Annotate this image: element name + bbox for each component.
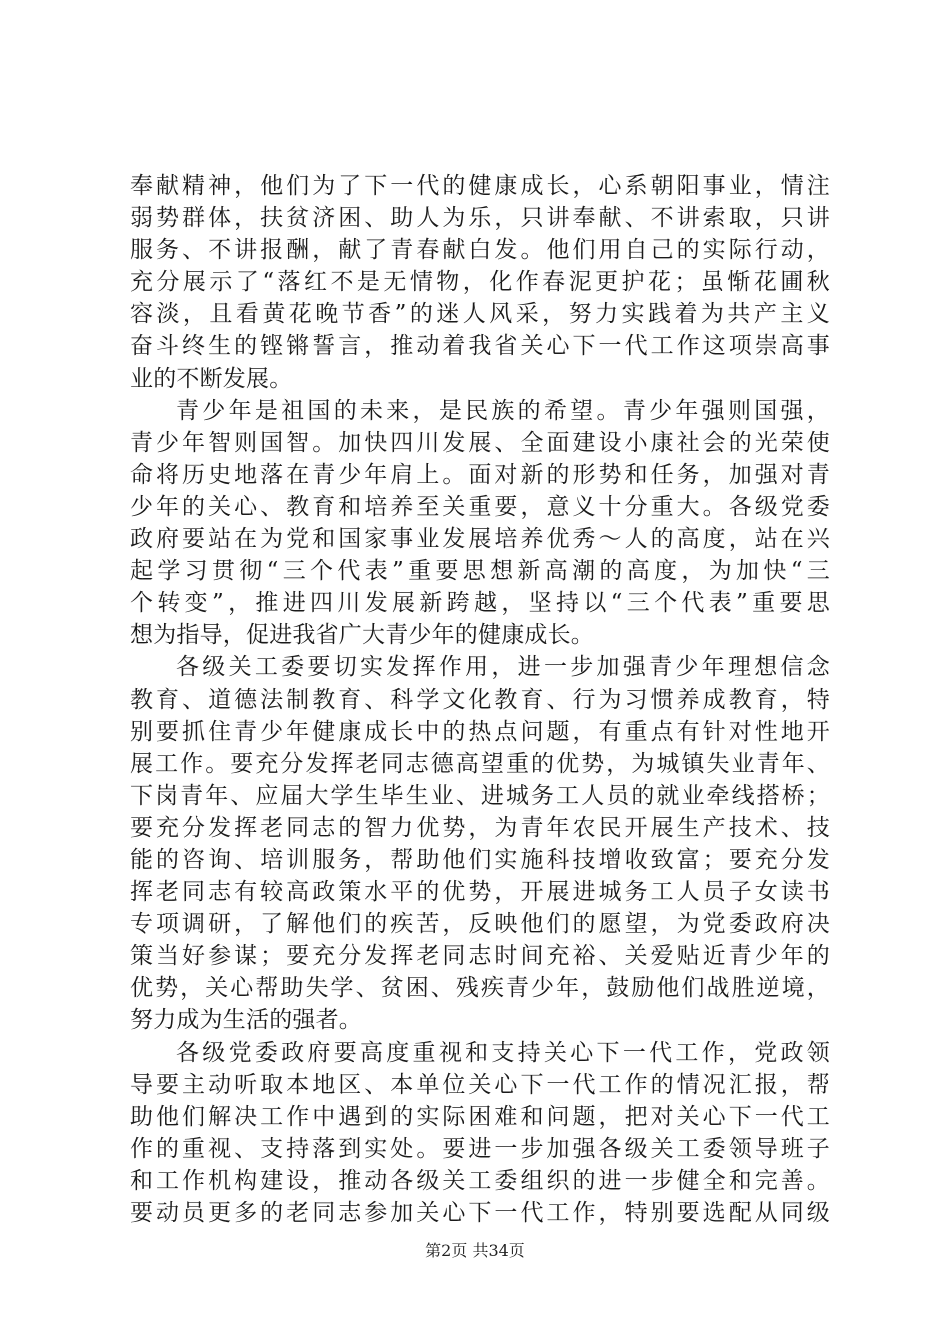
text-line: 青少年智则国智。加快四川发展、全面建设小康社会的光荣使 [130,429,830,456]
text-line: 别要抓住青少年健康成长中的热点问题，有重点有针对性地开 [130,718,830,745]
text-line: 各级党委政府要高度重视和支持关心下一代工作，党政领 [176,1039,830,1066]
text-line: 想为指导，促进我省广大青少年的健康成长。 [130,622,594,649]
text-line: 各级关工委要切实发挥作用，进一步加强青少年理想信念 [176,654,830,681]
text-line: 命将历史地落在青少年肩上。面对新的形势和任务，加强对青 [130,461,830,488]
text-line: 个转变”，推进四川发展新跨越，坚持以“三个代表”重要思 [130,590,830,617]
text-line: 弱势群体，扶贫济困、助人为乐，只讲奉献、不讲索取，只讲 [130,205,830,232]
text-line: 奉献精神，他们为了下一代的健康成长，心系朝阳事业，情注 [130,173,830,199]
text-line: 下岗青年、应届大学生毕生业、进城务工人员的就业牵线搭桥； [130,782,830,809]
text-line: 青少年是祖国的未来，是民族的希望。青少年强则国强， [176,397,830,424]
text-line: 挥老同志有较高政策水平的优势，开展进城务工人员子女读书 [130,879,830,906]
text-line: 优势，关心帮助失学、贫困、残疾青少年，鼓励他们战胜逆境， [130,975,830,1002]
text-line: 教育、道德法制教育、科学文化教育、行为习惯养成教育，特 [130,686,830,713]
text-line: 能的咨询、培训服务，帮助他们实施科技增收致富；要充分发 [130,846,830,873]
text-line: 政府要站在为党和国家事业发展培养优秀～人的高度，站在兴 [130,526,830,553]
text-line: 容淡，且看黄花晚节香”的迷人风采，努力实践着为共产主义 [130,301,830,328]
text-line: 充分展示了“落红不是无情物，化作春泥更护花；虽惭花圃秋 [130,269,830,296]
text-line: 策当好参谋；要充分发挥老同志时间充裕、关爱贴近青少年的 [130,943,830,970]
text-line: 奋斗终生的铿锵誓言，推动着我省关心下一代工作这项崇高事 [130,333,830,360]
text-line: 专项调研，了解他们的疾苦，反映他们的愿望，为党委政府决 [130,911,830,938]
text-line: 要动员更多的老同志参加关心下一代工作，特别要选配从同级 [130,1200,830,1226]
text-line: 服务、不讲报酬，献了青春献白发。他们用自己的实际行动， [130,237,830,264]
text-line: 努力成为生活的强者。 [130,1007,362,1034]
text-line: 展工作。要充分发挥老同志德高望重的优势，为城镇失业青年、 [130,750,830,777]
text-line: 要充分发挥老同志的智力优势，为青年农民开展生产技术、技 [130,814,830,841]
text-line: 业的不断发展。 [130,365,293,392]
document-body [130,170,830,1229]
text-line: 导要主动听取本地区、本单位关心下一代工作的情况汇报，帮 [130,1071,830,1098]
text-line: 助他们解决工作中遇到的实际困难和问题，把对关心下一代工 [130,1103,830,1130]
text-line: 起学习贯彻“三个代表”重要思想新高潮的高度，为加快“三 [130,558,830,585]
text-line: 少年的关心、教育和培养至关重要，意义十分重大。各级党委 [130,493,830,520]
page-footer: 第2页 共34页 [425,1241,525,1260]
text-line: 和工作机构建设，推动各级关工委组织的进一步健全和完善。 [130,1167,830,1194]
text-line: 作的重视、支持落到实处。要进一步加强各级关工委领导班子 [130,1135,830,1162]
